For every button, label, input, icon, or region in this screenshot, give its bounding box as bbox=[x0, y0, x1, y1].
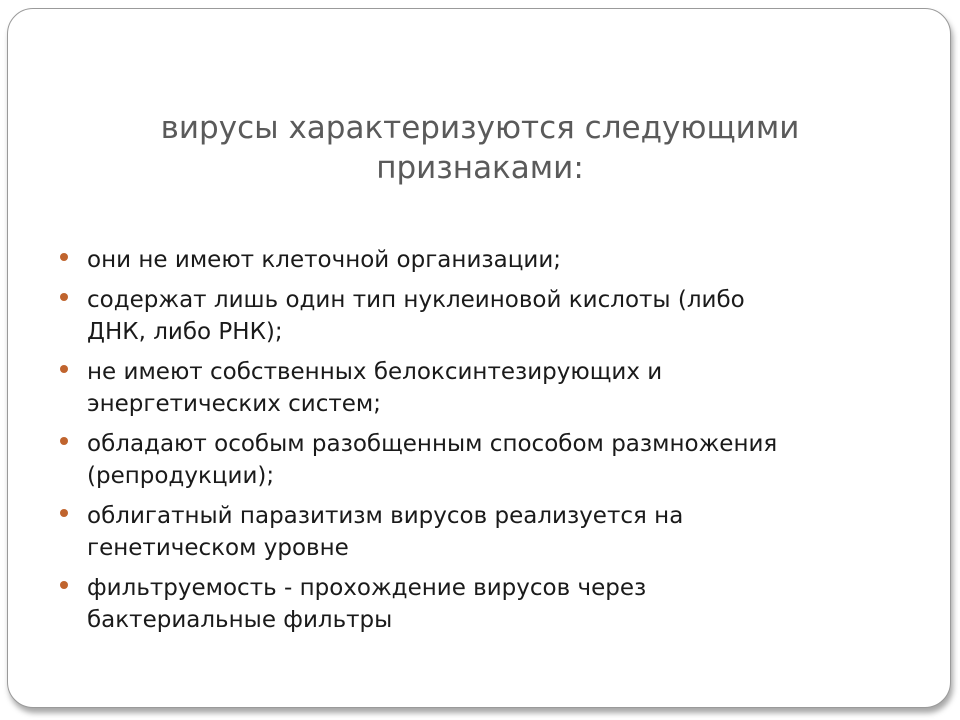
list-item-text: обладают особым разобщенным способом размножения bbox=[87, 431, 778, 457]
slide-title bbox=[0, 108, 960, 188]
list-item bbox=[60, 572, 920, 636]
list-item-text: содержат лишь один тип нуклеиновой кислоты (либо bbox=[87, 287, 745, 313]
list-item-text: (репродукции); bbox=[87, 463, 275, 489]
bullet-icon bbox=[60, 365, 68, 373]
list-item-text: ДНК, либо РНК); bbox=[87, 319, 283, 345]
list-item-text: они не имеют клеточной организации; bbox=[87, 247, 562, 273]
bullet-icon bbox=[60, 509, 68, 517]
list-item bbox=[60, 500, 920, 564]
bullet-icon bbox=[60, 581, 68, 589]
list-item-text: энергетических систем; bbox=[87, 391, 382, 417]
list-item-text: не имеют собственных белоксинтезирующих и bbox=[87, 359, 663, 385]
list-item-text: фильтруемость - прохождение вирусов через bbox=[87, 575, 647, 601]
list-item bbox=[60, 244, 920, 276]
list-item bbox=[60, 428, 920, 492]
title-line: признаками: bbox=[376, 150, 584, 186]
list-item bbox=[60, 356, 920, 420]
bullet-list bbox=[60, 244, 920, 644]
bullet-icon bbox=[60, 437, 68, 445]
title-line: вирусы характеризуются следующими bbox=[160, 110, 800, 146]
list-item-text: облигатный паразитизм вирусов реализуется на bbox=[87, 503, 684, 529]
bullet-icon bbox=[60, 293, 68, 301]
list-item-text: генетическом уровне bbox=[87, 535, 349, 561]
bullet-icon bbox=[60, 253, 68, 261]
list-item-text: бактериальные фильтры bbox=[87, 607, 393, 633]
list-item bbox=[60, 284, 920, 348]
